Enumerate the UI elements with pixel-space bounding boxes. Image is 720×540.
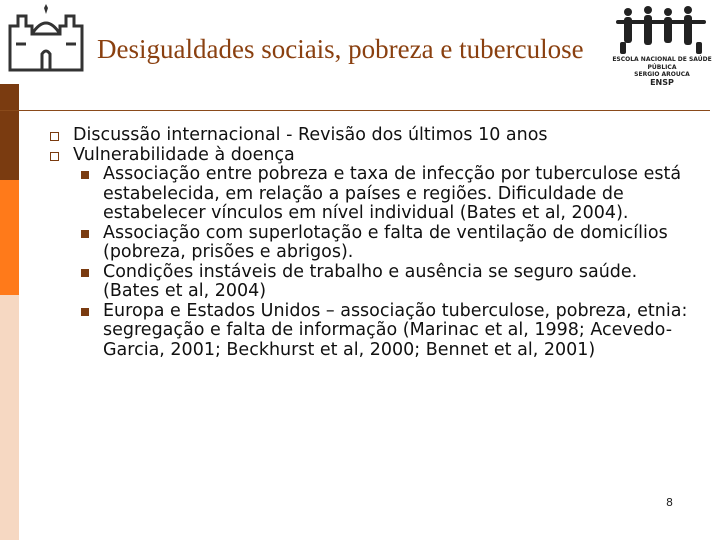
- page-number: 8: [666, 496, 673, 509]
- bullet-text: Vulnerabilidade à doença: [73, 144, 295, 165]
- slide-title: Desigualdades sociais, pobreza e tuberculose: [97, 34, 584, 64]
- bullet-item: [50, 126, 690, 146]
- slide-content: [50, 126, 690, 360]
- filled-square-bullet-icon: [81, 269, 89, 277]
- institution-castle-logo: [6, 4, 86, 74]
- sub-bullet-text: Associação entre pobreza e taxa de infecção por tuberculose está estabelecida, em relação a países e regiões. Dificuldade de estabelecer vínculos em nível individual (Bates et al, 2004).: [103, 164, 682, 223]
- title-rule: [0, 110, 710, 111]
- left-accent-bar-light: [0, 295, 19, 540]
- hollow-square-bullet-icon: [50, 132, 59, 141]
- left-accent-bar-dark: [0, 84, 19, 180]
- sub-bullet-text: Europa e Estados Unidos – associação tuberculose, pobreza, etnia: segregação e falta de informação (Marinac et al, 1998; Acevedo-Garcia, 2001; Beckhurst et al, 2000; Bennet et al, 2001): [103, 300, 688, 360]
- sub-bullet-text: Associação com superlotação e falta de ventilação de domicílios (pobreza, prisões e abrigos).: [103, 222, 668, 262]
- ensp-logo-line2: SERGIO AROUCA: [634, 71, 690, 78]
- bullet-text: Discussão internacional - Revisão dos últimos 10 anos: [73, 125, 548, 145]
- ensp-logo-text: [610, 56, 714, 86]
- left-accent-bar-orange: [0, 180, 19, 295]
- filled-square-bullet-icon: [81, 308, 89, 316]
- sub-bullet-item: [50, 263, 690, 302]
- sub-bullet-item: [50, 224, 690, 263]
- bullet-item: [50, 146, 690, 166]
- ensp-logo-line3: ENSP: [650, 77, 674, 87]
- sub-bullet-item: [50, 302, 690, 361]
- ensp-logo-line1: ESCOLA NACIONAL DE SAÚDE PÚBLICA: [612, 56, 712, 71]
- filled-square-bullet-icon: [81, 230, 89, 238]
- hollow-square-bullet-icon: [50, 152, 59, 161]
- filled-square-bullet-icon: [81, 171, 89, 179]
- sub-bullet-item: [50, 165, 690, 224]
- sub-bullet-text: Condições instáveis de trabalho e ausência se seguro saúde. (Bates et al, 2004): [103, 261, 638, 301]
